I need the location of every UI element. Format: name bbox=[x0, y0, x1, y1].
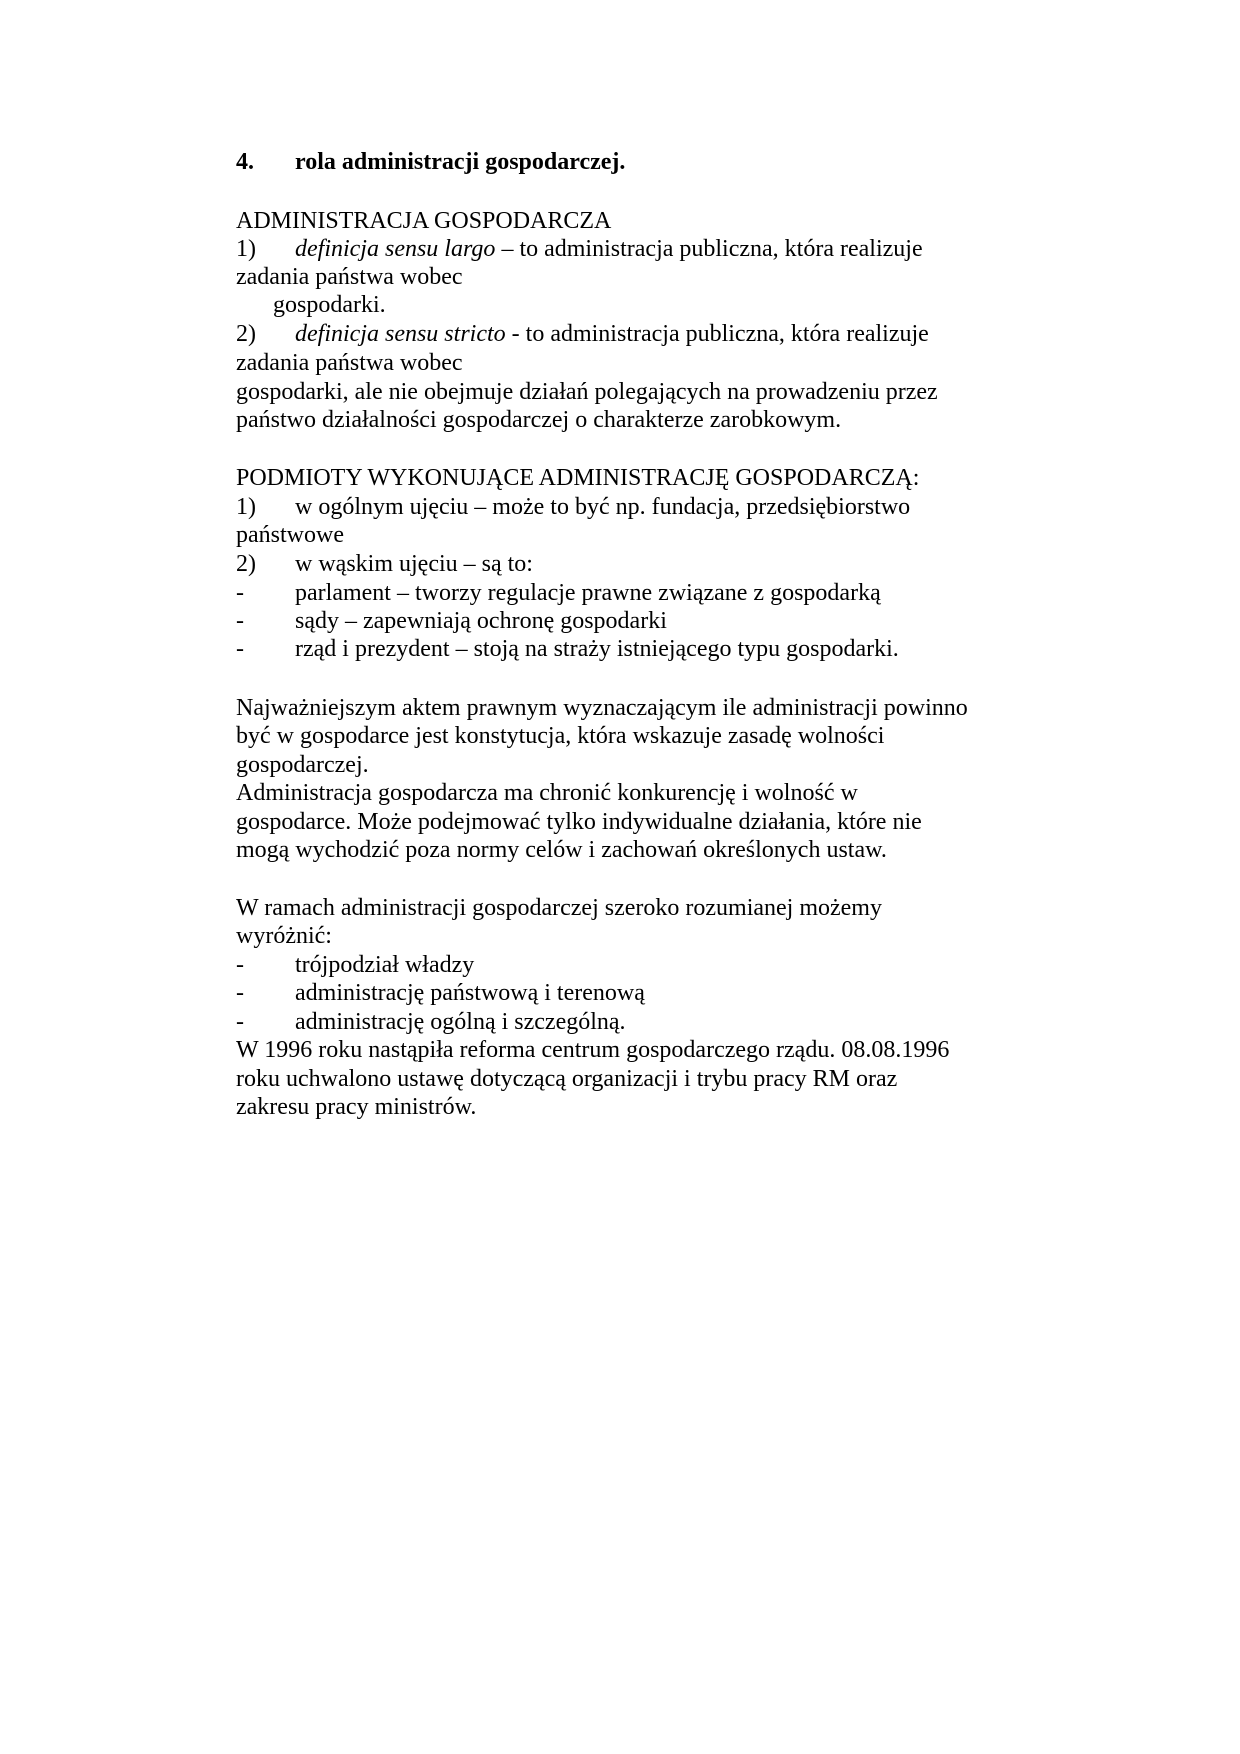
paragraph-line: W ramach administracji gospodarczej szeroko rozumianej możemy bbox=[236, 895, 882, 921]
section1-item2-cont1: zadania państwa wobec bbox=[236, 350, 463, 376]
bullet-text: trójpodział władzy bbox=[295, 952, 475, 978]
bullet-dash: - bbox=[236, 952, 244, 978]
item-number: 2) bbox=[236, 321, 256, 347]
bullet-text: rząd i prezydent – stoją na straży istniejącego typu gospodarki. bbox=[295, 636, 899, 662]
item-term: definicja sensu stricto bbox=[295, 321, 506, 347]
bullet-text: sądy – zapewniają ochronę gospodarki bbox=[295, 608, 667, 634]
item-text: w wąskim ujęciu – są to: bbox=[295, 551, 533, 577]
item-term: definicja sensu largo bbox=[295, 236, 496, 262]
bullet-dash: - bbox=[236, 608, 244, 634]
item-text: - to administracja publiczna, która realizuje bbox=[505, 321, 929, 347]
paragraph-line: zakresu pracy ministrów. bbox=[236, 1094, 477, 1120]
item-text: w ogólnym ujęciu – może to być np. fundacja, przedsiębiorstwo bbox=[295, 494, 911, 520]
section2-item1-cont: państwowe bbox=[236, 522, 344, 548]
section1-item2-cont3: państwo działalności gospodarczej o charakterze zarobkowym. bbox=[236, 407, 842, 433]
item-number: 2) bbox=[236, 551, 256, 577]
section1-item1-cont2: gospodarki. bbox=[273, 292, 386, 318]
bullet-text: administrację państwową i terenową bbox=[295, 980, 645, 1006]
paragraph-line: gospodarczej. bbox=[236, 752, 369, 778]
paragraph-line: W 1996 roku nastąpiła reforma centrum gospodarczego rządu. 08.08.1996 bbox=[236, 1037, 950, 1063]
section1-item2-cont2: gospodarki, ale nie obejmuje działań polegających na prowadzeniu przez bbox=[236, 379, 938, 405]
paragraph-line: gospodarce. Może podejmować tylko indywidualne działania, które nie bbox=[236, 809, 922, 835]
heading-number: 4. bbox=[236, 149, 254, 175]
paragraph-line: być w gospodarce jest konstytucja, która wskazuje zasadę wolności bbox=[236, 723, 885, 749]
paragraph-line: Administracja gospodarcza ma chronić konkurencję i wolność w bbox=[236, 780, 858, 806]
paragraph-line: mogą wychodzić poza normy celów i zachowań określonych ustaw. bbox=[236, 837, 887, 863]
section2-title: PODMIOTY WYKONUJĄCE ADMINISTRACJĘ GOSPODARCZĄ: bbox=[236, 465, 920, 491]
bullet-dash: - bbox=[236, 980, 244, 1006]
item-text: – to administracja publiczna, która realizuje bbox=[495, 236, 923, 262]
heading-title: rola administracji gospodarczej. bbox=[295, 149, 626, 175]
bullet-text: parlament – tworzy regulacje prawne związane z gospodarką bbox=[295, 580, 881, 606]
bullet-dash: - bbox=[236, 636, 244, 662]
bullet-text: administrację ogólną i szczególną. bbox=[295, 1009, 626, 1035]
paragraph-line: Najważniejszym aktem prawnym wyznaczającym ile administracji powinno bbox=[236, 695, 968, 721]
bullet-dash: - bbox=[236, 580, 244, 606]
section1-item1-cont1: zadania państwa wobec bbox=[236, 264, 463, 290]
item-number: 1) bbox=[236, 494, 256, 520]
paragraph-line: roku uchwalono ustawę dotyczącą organizacji i trybu pracy RM oraz bbox=[236, 1066, 898, 1092]
section1-title: ADMINISTRACJA GOSPODARCZA bbox=[236, 208, 612, 234]
item-number: 1) bbox=[236, 236, 256, 262]
bullet-dash: - bbox=[236, 1009, 244, 1035]
paragraph-line: wyróżnić: bbox=[236, 923, 332, 949]
